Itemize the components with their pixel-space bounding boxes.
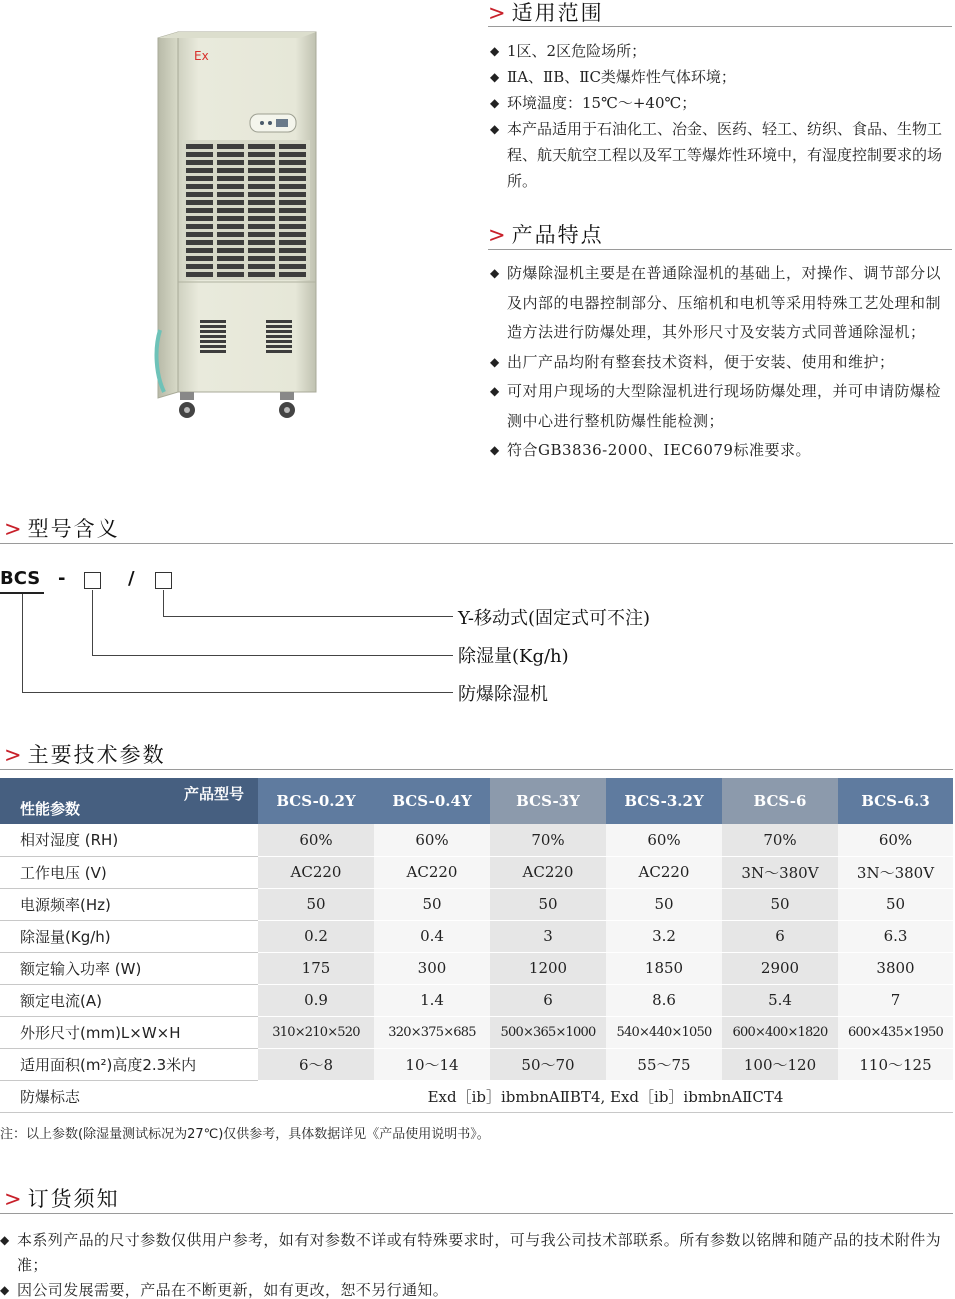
chevron-right-icon: > (4, 1187, 24, 1211)
list-item: ◆ 防爆除湿机主要是在普通除湿机的基础上，对操作、调节部分以及内部的电器控制部分、压缩机和电机等采用特殊工艺处理和制造方法进行防爆处理，其外形尺寸及安装方式同普通除湿机； (490, 259, 954, 348)
list-item: ◆ ⅡA、ⅡB、ⅡC类爆炸性气体环境； (490, 64, 954, 90)
list-item: ◆ 环境温度：15℃～+40℃； (490, 90, 954, 116)
list-item: ◆ 1区、2区危险场所； (490, 38, 954, 64)
ordering-list (0, 1228, 955, 1299)
list-item: ◆ 本系列产品的尺寸参数仅供用户参考，如有对参数不详或有特殊要求时，可与我公司技术部联系。所有参数以铭牌和随产品的技术附件为准； (0, 1228, 955, 1278)
explosion-value: Exd［ib］ibmbnAⅡBT4, Exd［ib］ibmbnAⅡCT4 (258, 1080, 953, 1112)
table-row: 外形尺寸(mm)L×W×H 310×210×520 320×375×685 500×365×1000 540×440×1050 600×400×1820 600×435×1950 (0, 1016, 953, 1048)
diamond-bullet-icon: ◆ (0, 1233, 10, 1247)
chevron-right-icon: > (488, 1, 508, 25)
model-dash: - (58, 568, 66, 589)
model-slash: / (128, 568, 135, 589)
table-note: 注：以上参数(除湿量测试标况为27℃)仅供参考，具体数据详见《产品使用说明书》。 (0, 1127, 490, 1142)
table-row: 电源频率(Hz) 50 50 50 50 50 50 (0, 888, 953, 920)
ex-mark: Ex (194, 49, 209, 63)
leader-line (22, 594, 23, 692)
leader-line (92, 655, 453, 656)
diamond-bullet-icon: ◆ (490, 70, 500, 84)
header-corner: 产品型号 性能参数 (0, 778, 258, 824)
section-title-model: > 型号含义 (4, 517, 120, 541)
model-header: BCS-0.2Y (258, 778, 374, 824)
table-row: 适用面积(m²)高度2.3米内 6～8 10～14 50～70 55～75 100～120 110～125 (0, 1048, 953, 1080)
leader-line (22, 692, 453, 693)
table-row: 相对湿度 (RH) 60% 60% 70% 60% 70% 60% (0, 824, 953, 856)
list-item: ◆ 出厂产品均附有整套技术资料，便于安装、使用和维护； (490, 348, 954, 378)
table-row (0, 1080, 953, 1112)
diamond-bullet-icon: ◆ (490, 384, 500, 398)
chevron-right-icon: > (488, 223, 508, 247)
table-row: 额定电流(A) 0.9 1.4 6 8.6 5.4 7 (0, 984, 953, 1016)
params-table (0, 778, 953, 1113)
divider (0, 1213, 953, 1214)
model-header: BCS-0.4Y (374, 778, 490, 824)
diamond-bullet-icon: ◆ (490, 122, 500, 136)
model-header: BCS-3.2Y (606, 778, 722, 824)
dehumidifier-illustration (150, 30, 330, 425)
table-row: 额定输入功率 (W) 175 300 1200 1850 2900 3800 (0, 952, 953, 984)
list-item: ◆ 符合GB3836-2000、IEC6079标准要求。 (490, 436, 954, 466)
table-row: 工作电压 (V) AC220 AC220 AC220 AC220 3N～380V 3N～380V (0, 856, 953, 888)
table-header-row (0, 778, 953, 824)
table-row: 除湿量(Kg/h) 0.2 0.4 3 3.2 6 6.3 (0, 920, 953, 952)
model-header: BCS-3Y (490, 778, 606, 824)
label-type: 防爆除湿机 (458, 684, 548, 705)
leader-line (163, 616, 453, 617)
leader-line (163, 590, 164, 616)
diamond-bullet-icon: ◆ (490, 96, 500, 110)
diamond-bullet-icon: ◆ (490, 354, 500, 369)
features-list (490, 259, 954, 466)
diamond-bullet-icon: ◆ (490, 266, 500, 280)
label-mobile: Y-移动式(固定式可不注) (458, 608, 651, 629)
chevron-right-icon: > (4, 517, 24, 541)
chevron-right-icon: > (4, 743, 24, 767)
section-title-features: > 产品特点 (488, 223, 604, 247)
list-item: ◆ 因公司发展需要，产品在不断更新，如有更改，恕不另行通知。 (0, 1278, 955, 1299)
divider (0, 769, 953, 770)
list-item: ◆ 可对用户现场的大型除湿机进行现场防爆处理，并可申请防爆检测中心进行整机防爆性能检测； (490, 377, 954, 436)
list-item: ◆ 本产品适用于石油化工、冶金、医药、轻工、纺织、食品、生物工程、航天航空工程以及军工等爆炸性环境中，有湿度控制要求的场所。 (490, 116, 954, 194)
model-prefix: BCS (0, 568, 41, 589)
mobile-box (155, 572, 172, 589)
label-capacity: 除湿量(Kg/h) (458, 646, 569, 667)
model-header: BCS-6.3 (838, 778, 953, 824)
divider (0, 543, 953, 544)
explosion-label: 防爆标志 (0, 1080, 258, 1112)
section-title-params: > 主要技术参数 (4, 743, 166, 767)
diamond-bullet-icon: ◆ (490, 44, 500, 58)
diamond-bullet-icon: ◆ (490, 443, 500, 457)
section-title-ordering: > 订货须知 (4, 1187, 120, 1211)
leader-line (92, 590, 93, 655)
diamond-bullet-icon: ◆ (0, 1283, 10, 1297)
divider (488, 26, 952, 27)
section-title-scope: > 适用范围 (488, 1, 604, 25)
capacity-box (84, 572, 101, 589)
divider (488, 249, 952, 250)
scope-list (490, 38, 954, 194)
model-header: BCS-6 (722, 778, 838, 824)
